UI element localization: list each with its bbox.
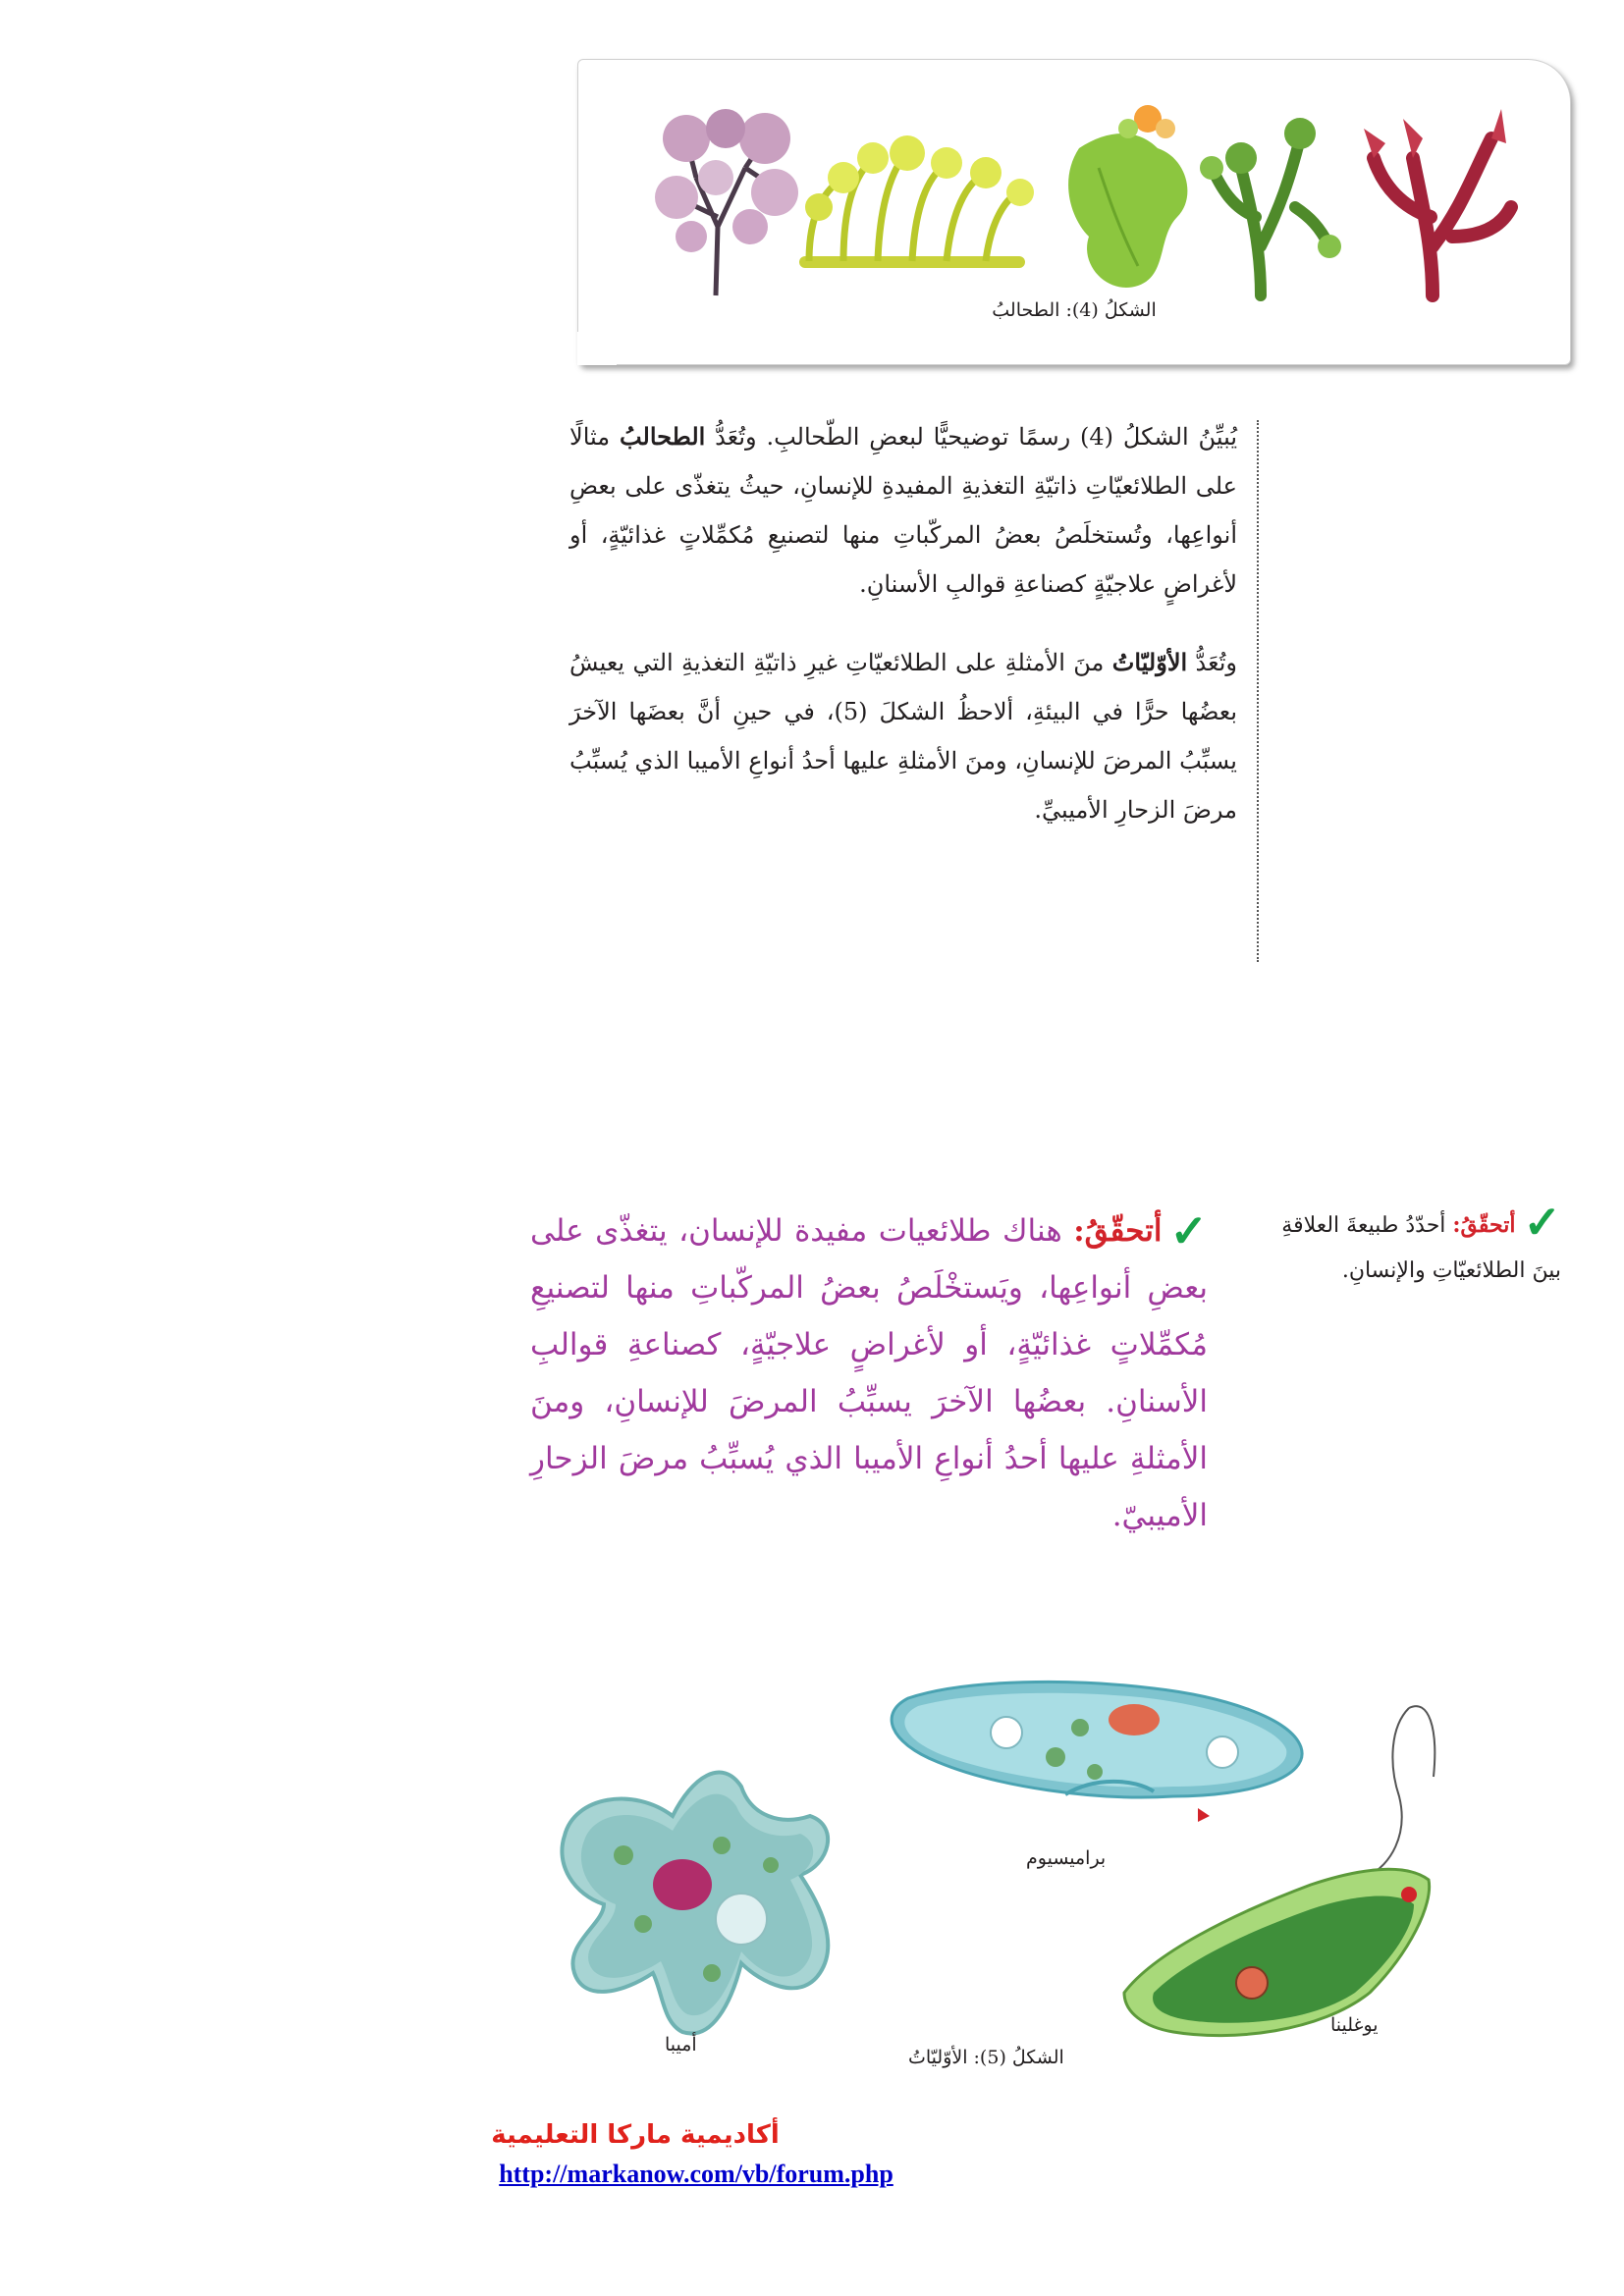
paragraph-algae-part2: مثالًا على الطلائعيّاتِ ذاتيّةِ التغذيةِ المفيدةِ للإنسانِ، حيثُ يتغذّى على بعضِ أنواعِها، وتُستخلَصُ بعضُ المركّباتِ منها لتصنيعِ مُكمِّلاتٍ غذائيّةٍ، أو لأغراضٍ علاجيّةٍ كصناعةِ قوالبِ الأسنانِ.	[569, 423, 1238, 598]
alga-green-leafy	[1068, 105, 1187, 288]
term-protozoa: الأوّليّاتُ	[1111, 648, 1188, 676]
figure-4-panel	[577, 59, 1571, 365]
answer-text	[530, 1202, 1208, 1544]
paramecium-illustration	[892, 1682, 1302, 1822]
check-question-title: أتحقّقُ:	[1452, 1212, 1516, 1238]
check-question	[1257, 1196, 1561, 1294]
figure-5	[545, 1669, 1537, 2101]
paragraph-protozoa-part1: وتُعَدُّ	[1187, 649, 1237, 676]
alga-red	[1364, 109, 1511, 295]
paragraph-algae-part1: يُبيِّنُ الشكلُ (4) رسمًا توضيحيًّا لبعضِ الطّحالبِ. وتُعَدُّ	[705, 423, 1237, 451]
alga-green-branching	[1200, 118, 1341, 295]
checkmark-icon: ✓	[1523, 1196, 1561, 1249]
footer-academy-name: أكاديمية ماركا التعليمية	[491, 2120, 780, 2150]
main-text	[569, 412, 1237, 834]
paragraph-algae	[569, 412, 1237, 609]
alga-yellow	[799, 135, 1034, 268]
answer-body: هناك طلائعيات مفيدة للإنسان، يتغذّى على بعضِ أنواعِها، ويَستخْلَصُ بعضُ المركّباتِ منها لتصنيعِ مُكمِّلاتٍ غذائيّةٍ، أو لأغراضٍ علاجيّةٍ، كصناعةِ قوالبِ الأسنانِ. بعضُها الآخرَ يسبِّبُ المرضَ للإنسانِ، ومنَ الأمثلةِ عليها أحدُ أنواعِ الأميبا الذي يُسبِّبُ مرضَ الزحارِ الأميبيّ.	[530, 1213, 1208, 1533]
check-question-text: أحدّدُ طبيعةَ العلاقةِ بينَ الطلائعيّاتِ والإنسانِ.	[1281, 1213, 1561, 1283]
label-euglena: يوغلينا	[1330, 2014, 1379, 2036]
answer-title: أتحقّقُ:	[1073, 1213, 1163, 1249]
label-amoeba: أميبا	[665, 2034, 697, 2056]
label-paramecium: براميسيوم	[1026, 1847, 1107, 1869]
paragraph-protozoa-part2: منَ الأمثلةِ على الطلائعيّاتِ غيرِ ذاتيّةِ التغذيةِ التي يعيشُ بعضُها حرًّا في البيئةِ، ألاحظُ الشكلَ (5)، في حينِ أنَّ بعضَها الآخرَ يسبِّبُ المرضَ للإنسانِ، ومنَ الأمثلةِ عليها أحدُ أنواعِ الأميبا الذي يُسبِّبُ مرضَ الزحارِ الأميبيِّ.	[569, 649, 1238, 824]
footer-link[interactable]: http://markanow.com/vb/forum.php	[499, 2160, 893, 2188]
figure-4-caption: الشكلُ (4): الطحالبُ	[992, 299, 1157, 321]
checkmark-icon: ✓	[1169, 1204, 1209, 1257]
alga-purple	[655, 109, 798, 295]
figure-5-caption: الشكلُ (5): الأوّليّاتُ	[908, 2047, 1064, 2068]
term-algae: الطحالبُ	[619, 422, 706, 451]
dotted-divider	[1257, 420, 1259, 962]
panel-corner-notch	[577, 332, 617, 365]
amoeba-illustration	[562, 1773, 828, 2034]
paragraph-protozoa	[569, 638, 1237, 834]
